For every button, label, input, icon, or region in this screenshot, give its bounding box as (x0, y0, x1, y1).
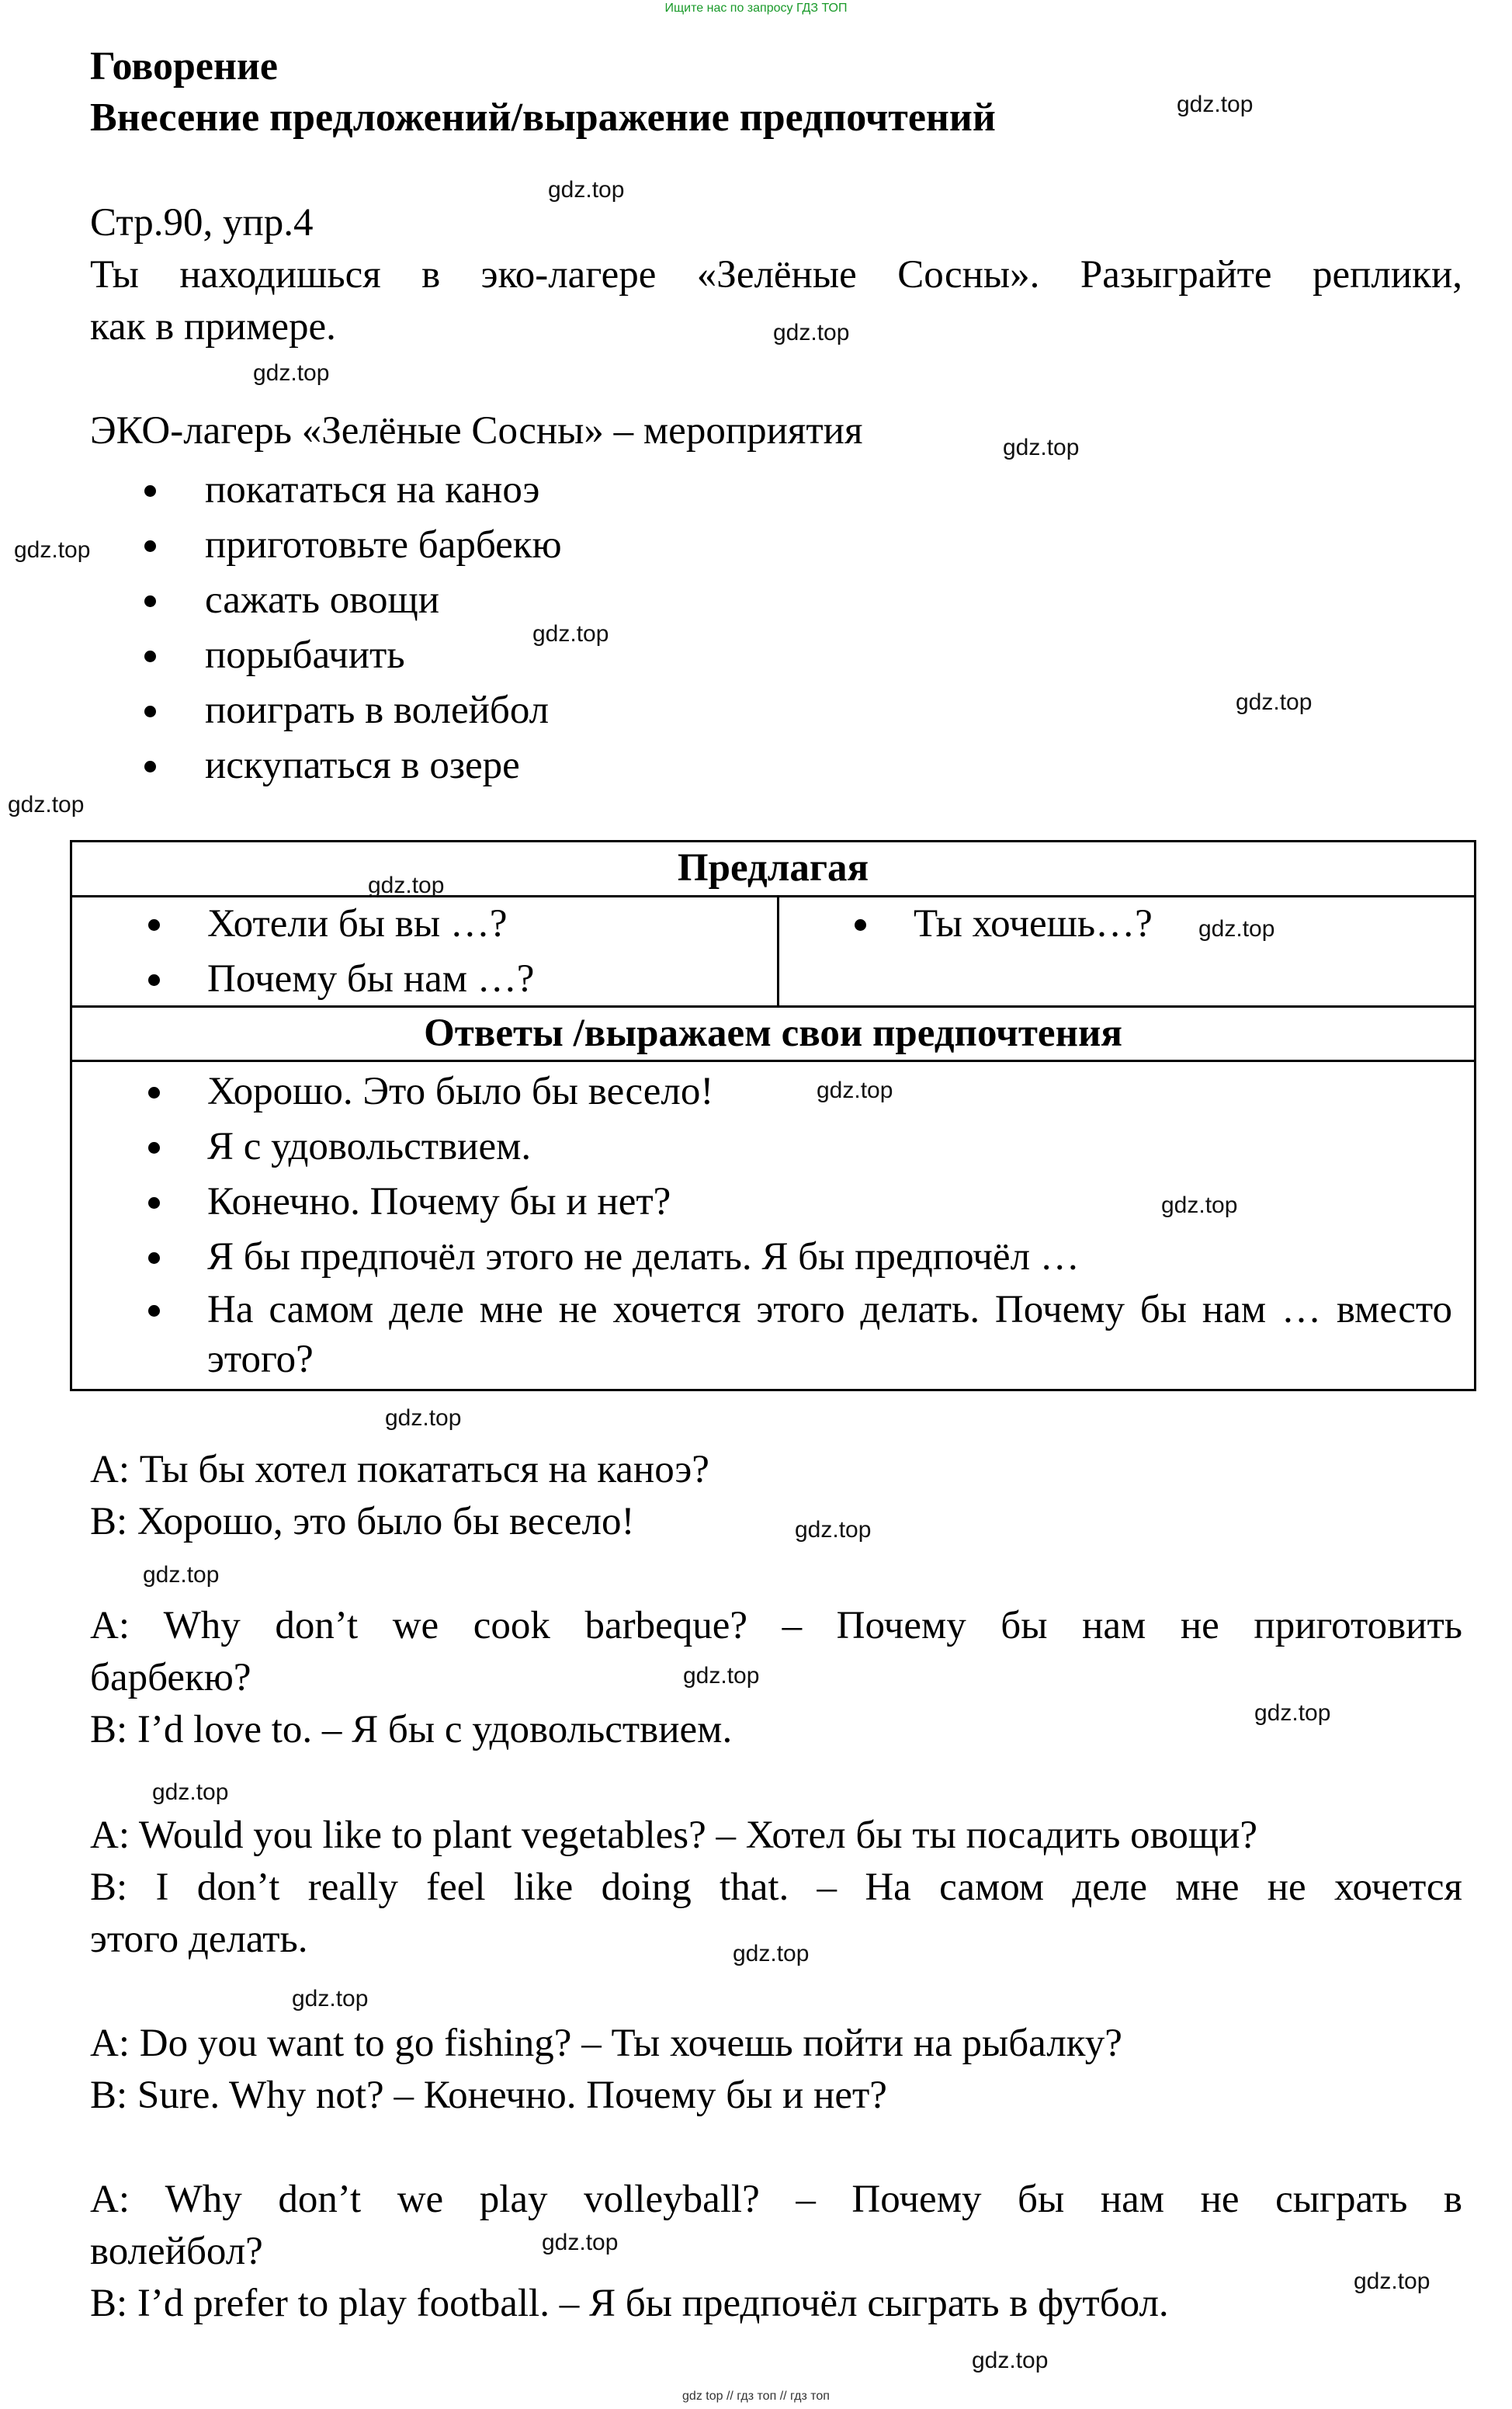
dialogue-line: A: Would you like to plant vegetables? – Хотел бы ты посадить овощи? (90, 1814, 1258, 1857)
activity-item: поиграть в волейбол (144, 683, 562, 738)
suggest-header: Предлагая (677, 846, 869, 890)
watermark: gdz.top (385, 1405, 462, 1431)
suggest-left-list (148, 897, 534, 1007)
watermark: gdz.top (972, 2348, 1049, 2373)
watermark: gdz.top (542, 2230, 619, 2255)
watermark: gdz.top (733, 1941, 810, 1966)
exercise-reference: Стр.90, упр.4 (90, 201, 314, 245)
suggest-phrase: Почему бы нам …? (148, 952, 534, 1007)
answer-phrase: Хорошо. Это было бы весело! (148, 1064, 1452, 1119)
watermark: gdz.top (143, 1562, 220, 1588)
watermark: gdz.top (152, 1779, 229, 1805)
watermark: gdz.top (548, 177, 625, 203)
dialogue-line: B: I’d prefer to play football. – Я бы предпочёл сыграть в футбол. (90, 2282, 1169, 2325)
task-text-line2: как в примере. (90, 305, 336, 349)
watermark: gdz.top (773, 320, 850, 345)
activity-item: приготовьте барбекю (144, 518, 562, 573)
table-divider (72, 1060, 1474, 1062)
dialogue-line: B: I don’t really feel like doing that. – На самом деле мне не хочется (90, 1866, 1462, 1909)
dialogue-line: В: Хорошо, это было бы весело! (90, 1500, 635, 1543)
answer-phrase: Конечно. Почему бы и нет? (148, 1175, 1452, 1230)
dialogue-line: барбекю? (90, 1656, 251, 1699)
answer-phrase: Я с удовольствием. (148, 1119, 1452, 1175)
answer-phrase: Я бы предпочёл этого не делать. Я бы предпочёл … (148, 1230, 1452, 1285)
camp-title: ЭКО-лагерь «Зелёные Сосны» – мероприятия (90, 409, 863, 453)
dialogue-line: волейбол? (90, 2230, 263, 2273)
section-subtitle: Внесение предложений/выражение предпочтений (90, 95, 996, 140)
dialogue-line: B: I’d love to. – Я бы с удовольствием. (90, 1708, 733, 1751)
task-text-line1: Ты находишься в эко-лагере «Зелёные Сосны». Разыграйте реплики, (90, 253, 1462, 297)
top-site-note: Ищите нас по запросу ГДЗ ТОП (664, 2, 848, 15)
section-title: Говорение (90, 44, 278, 89)
suggest-phrase: Ты хочешь…? (855, 897, 1153, 952)
watermark: gdz.top (368, 873, 445, 898)
answers-header: Ответы /выражаем свои предпочтения (424, 1012, 1122, 1055)
bottom-site-note: gdz top // гдз топ // гдз топ (682, 2390, 830, 2403)
watermark: gdz.top (1003, 435, 1080, 460)
dialogue-line: этого делать. (90, 1918, 308, 1961)
activity-list (144, 463, 562, 793)
watermark: gdz.top (795, 1517, 872, 1543)
activity-item: искупаться в озере (144, 738, 562, 793)
watermark: gdz.top (1254, 1700, 1331, 1726)
watermark: gdz.top (14, 537, 91, 563)
activity-item: покататься на каноэ (144, 463, 562, 518)
activity-item: порыбачить (144, 628, 562, 683)
table-divider (72, 1005, 1474, 1008)
dialogue-line: A: Why don’t we play volleyball? – Почему бы нам не сыграть в (90, 2178, 1462, 2221)
dialogue-line: B: Sure. Why not? – Конечно. Почему бы и нет? (90, 2074, 887, 2117)
watermark: gdz.top (1161, 1192, 1238, 1218)
watermark: gdz.top (1236, 689, 1313, 715)
dialogue-line: A: Do you want to go fishing? – Ты хочешь пойти на рыбалку? (90, 2022, 1122, 2065)
table-column-divider (777, 895, 779, 1005)
watermark: gdz.top (253, 360, 330, 386)
answer-phrase: На самом деле мне не хочется этого делать. Почему бы нам … вместо этого? (148, 1285, 1452, 1384)
watermark: gdz.top (683, 1663, 760, 1689)
watermark: gdz.top (1177, 92, 1254, 117)
watermark: gdz.top (1354, 2268, 1431, 2294)
activity-item: сажать овощи (144, 573, 562, 628)
suggest-right-list (855, 897, 1153, 952)
watermark: gdz.top (817, 1078, 893, 1103)
watermark: gdz.top (8, 792, 85, 817)
watermark: gdz.top (1198, 916, 1275, 942)
suggest-phrase: Хотели бы вы …? (148, 897, 534, 952)
watermark: gdz.top (292, 1986, 369, 2012)
watermark: gdz.top (532, 621, 609, 647)
dialogue-line: A: Why don’t we cook barbeque? – Почему бы нам не приготовить (90, 1604, 1462, 1647)
dialogue-line: А: Ты бы хотел покататься на каноэ? (90, 1448, 709, 1491)
answers-list (148, 1064, 1452, 1384)
